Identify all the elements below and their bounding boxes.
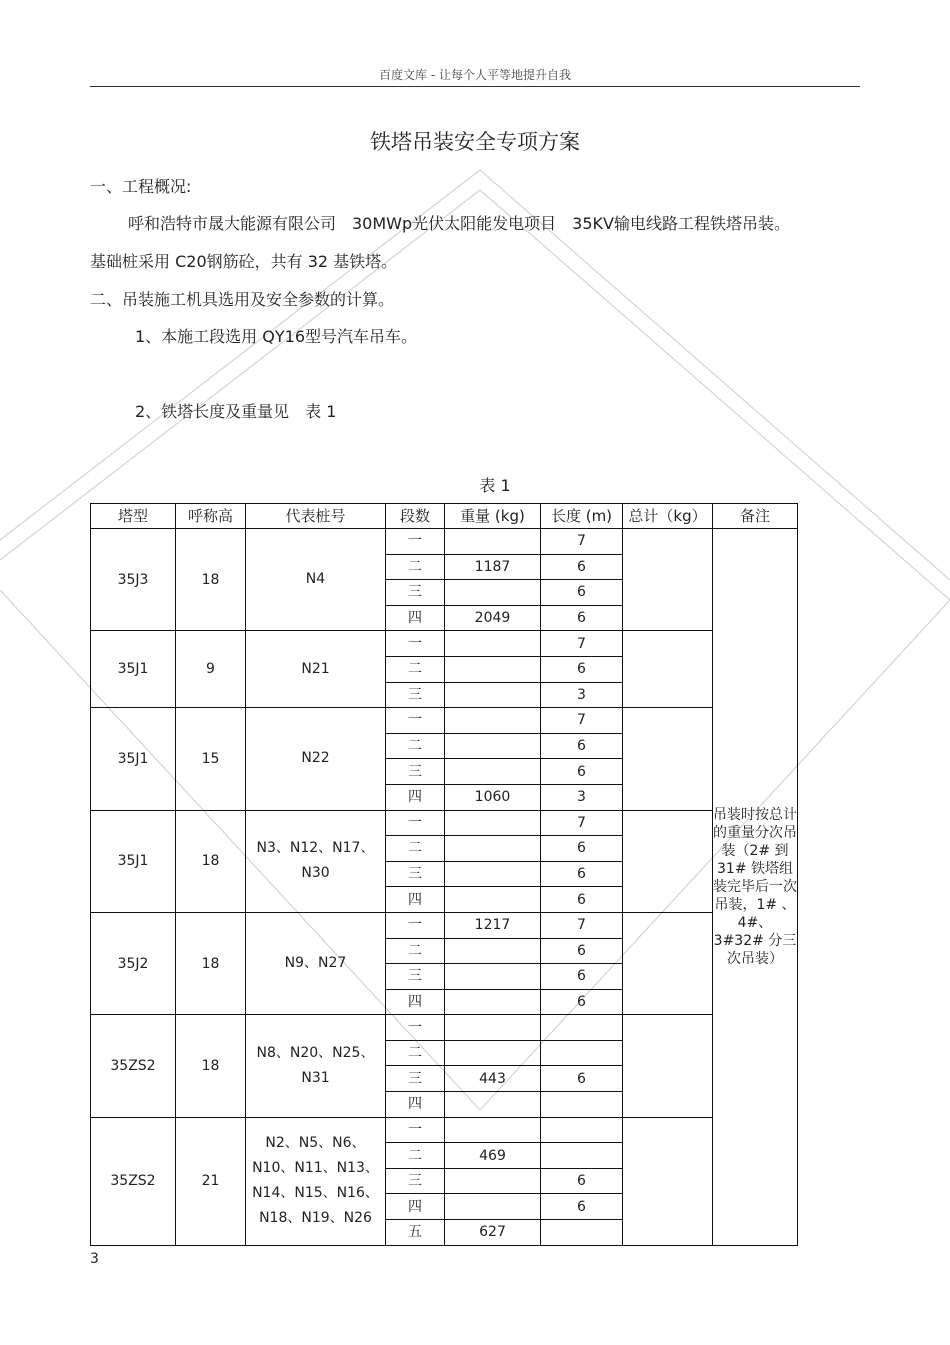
length-cell: 6 [541, 964, 623, 990]
nominal-height-cell: 9 [176, 631, 246, 708]
weight-cell [445, 1092, 541, 1118]
weight-cell [445, 1015, 541, 1041]
document-title: 铁塔吊装安全专项方案 [370, 130, 580, 154]
segment-cell: 二 [386, 656, 445, 682]
tower-type-cell: 35ZS2 [91, 1117, 176, 1245]
table-row [91, 529, 798, 555]
remark-cell: 吊装时按总计的重量分次吊装（2# 到 31# 铁塔组装完毕后一次吊装，1# 、4#、3#32# 分三次吊装） [713, 529, 798, 1246]
weight-cell: 443 [445, 1066, 541, 1092]
weight-cell: 627 [445, 1220, 541, 1246]
length-cell: 6 [541, 733, 623, 759]
nominal-height-cell: 18 [176, 810, 246, 912]
pile-numbers-cell: N2、N5、N6、N10、N11、N13、N14、N15、N16、N18、N19、N26 [246, 1117, 386, 1245]
weight-cell [445, 708, 541, 734]
segment-cell: 二 [386, 1143, 445, 1169]
column-header: 代表桩号 [246, 504, 386, 529]
pile-numbers-cell: N22 [246, 708, 386, 810]
weight-cell [445, 1168, 541, 1194]
segment-cell: 二 [386, 1040, 445, 1066]
length-cell: 6 [541, 989, 623, 1015]
table-row [91, 810, 798, 836]
length-cell: 6 [541, 887, 623, 913]
length-cell [541, 1220, 623, 1246]
segment-cell: 三 [386, 682, 445, 708]
length-cell: 6 [541, 656, 623, 682]
page-header: 百度文库 - 让每个人平等地提升自我 [379, 68, 571, 82]
weight-cell [445, 631, 541, 657]
weight-cell: 1187 [445, 554, 541, 580]
weight-cell: 469 [445, 1143, 541, 1169]
column-header: 备注 [713, 504, 798, 529]
tower-type-cell: 35J1 [91, 708, 176, 810]
table-header-row [91, 504, 798, 529]
segment-cell: 一 [386, 912, 445, 938]
length-cell: 6 [541, 836, 623, 862]
segment-cell: 二 [386, 836, 445, 862]
length-cell: 6 [541, 580, 623, 606]
weight-cell [445, 1194, 541, 1220]
pile-numbers-cell: N21 [246, 631, 386, 708]
weight-cell: 1060 [445, 784, 541, 810]
total-weight-cell [623, 708, 713, 810]
tower-type-cell: 35J1 [91, 810, 176, 912]
length-cell: 6 [541, 1194, 623, 1220]
segment-cell: 三 [386, 1168, 445, 1194]
segment-cell: 三 [386, 1066, 445, 1092]
length-cell: 6 [541, 759, 623, 785]
column-header: 重量 (kg) [445, 504, 541, 529]
weight-cell [445, 733, 541, 759]
total-weight-cell [623, 529, 713, 631]
length-cell: 7 [541, 529, 623, 555]
nominal-height-cell: 18 [176, 1015, 246, 1117]
nominal-height-cell: 15 [176, 708, 246, 810]
length-cell: 6 [541, 861, 623, 887]
table-row [91, 708, 798, 734]
segment-cell: 一 [386, 1015, 445, 1041]
segment-cell: 四 [386, 887, 445, 913]
column-header: 长度 (m) [541, 504, 623, 529]
table-row [91, 1015, 798, 1041]
segment-cell: 四 [386, 605, 445, 631]
total-weight-cell [623, 1117, 713, 1245]
weight-cell [445, 938, 541, 964]
weight-cell [445, 1117, 541, 1143]
total-weight-cell [623, 912, 713, 1014]
length-cell: 7 [541, 708, 623, 734]
weight-cell: 1217 [445, 912, 541, 938]
length-cell [541, 1040, 623, 1066]
pile-numbers-cell: N9、N27 [246, 912, 386, 1014]
weight-cell [445, 656, 541, 682]
total-weight-cell [623, 810, 713, 912]
pile-numbers-cell: N4 [246, 529, 386, 631]
weight-cell: 2049 [445, 605, 541, 631]
segment-cell: 三 [386, 580, 445, 606]
pile-numbers-cell: N8、N20、N25、N31 [246, 1015, 386, 1117]
segment-cell: 四 [386, 1092, 445, 1118]
nominal-height-cell: 21 [176, 1117, 246, 1245]
column-header: 呼称高 [176, 504, 246, 529]
length-cell: 7 [541, 810, 623, 836]
segment-cell: 一 [386, 631, 445, 657]
segment-cell: 四 [386, 784, 445, 810]
segment-cell: 二 [386, 733, 445, 759]
pile-numbers-cell: N3、N12、N17、N30 [246, 810, 386, 912]
length-cell: 6 [541, 605, 623, 631]
length-cell: 6 [541, 938, 623, 964]
item-1: 1、本施工段选用 QY16型号汽车吊车。 [135, 327, 417, 346]
segment-cell: 五 [386, 1220, 445, 1246]
segment-cell: 三 [386, 759, 445, 785]
paragraph-line-1: 呼和浩特市晟大能源有限公司 30MWp光伏太阳能发电项目 35KV输电线路工程铁塔吊装。 [128, 214, 790, 233]
table-row [91, 631, 798, 657]
weight-cell [445, 989, 541, 1015]
column-header: 塔型 [91, 504, 176, 529]
header-divider [90, 86, 860, 87]
section1-heading: 一、工程概况: [90, 177, 192, 196]
length-cell: 6 [541, 554, 623, 580]
weight-cell [445, 580, 541, 606]
length-cell: 6 [541, 1168, 623, 1194]
column-header: 段数 [386, 504, 445, 529]
total-weight-cell [623, 631, 713, 708]
segment-cell: 一 [386, 810, 445, 836]
length-cell [541, 1092, 623, 1118]
tower-type-cell: 35J3 [91, 529, 176, 631]
weight-cell [445, 759, 541, 785]
length-cell: 6 [541, 1066, 623, 1092]
weight-cell [445, 836, 541, 862]
length-cell: 3 [541, 784, 623, 810]
tower-type-cell: 35J1 [91, 631, 176, 708]
segment-cell: 三 [386, 964, 445, 990]
page-number: 3 [90, 1251, 99, 1267]
item-2: 2、铁塔长度及重量见 表 1 [135, 402, 337, 421]
nominal-height-cell: 18 [176, 529, 246, 631]
paragraph-line-2: 基础桩采用 C20钢筋砼，共有 32 基铁塔。 [90, 252, 398, 271]
segment-cell: 三 [386, 861, 445, 887]
tower-type-cell: 35J2 [91, 912, 176, 1014]
column-header: 总计（kg） [623, 504, 713, 529]
table-row [91, 912, 798, 938]
segment-cell: 一 [386, 529, 445, 555]
length-cell [541, 1117, 623, 1143]
nominal-height-cell: 18 [176, 912, 246, 1014]
total-weight-cell [623, 1015, 713, 1117]
weight-cell [445, 682, 541, 708]
segment-cell: 四 [386, 989, 445, 1015]
section2-heading: 二、吊装施工机具选用及安全参数的计算。 [90, 290, 395, 309]
weight-cell [445, 887, 541, 913]
table-caption: 表 1 [479, 476, 511, 495]
weight-cell [445, 964, 541, 990]
segment-cell: 四 [386, 1194, 445, 1220]
weight-cell [445, 1040, 541, 1066]
tower-type-cell: 35ZS2 [91, 1015, 176, 1117]
table-row [91, 1117, 798, 1143]
length-cell: 7 [541, 912, 623, 938]
segment-cell: 一 [386, 1117, 445, 1143]
tower-table [90, 503, 798, 1246]
weight-cell [445, 529, 541, 555]
length-cell [541, 1143, 623, 1169]
segment-cell: 二 [386, 938, 445, 964]
length-cell: 7 [541, 631, 623, 657]
weight-cell [445, 810, 541, 836]
weight-cell [445, 861, 541, 887]
segment-cell: 二 [386, 554, 445, 580]
length-cell [541, 1015, 623, 1041]
length-cell: 3 [541, 682, 623, 708]
segment-cell: 一 [386, 708, 445, 734]
